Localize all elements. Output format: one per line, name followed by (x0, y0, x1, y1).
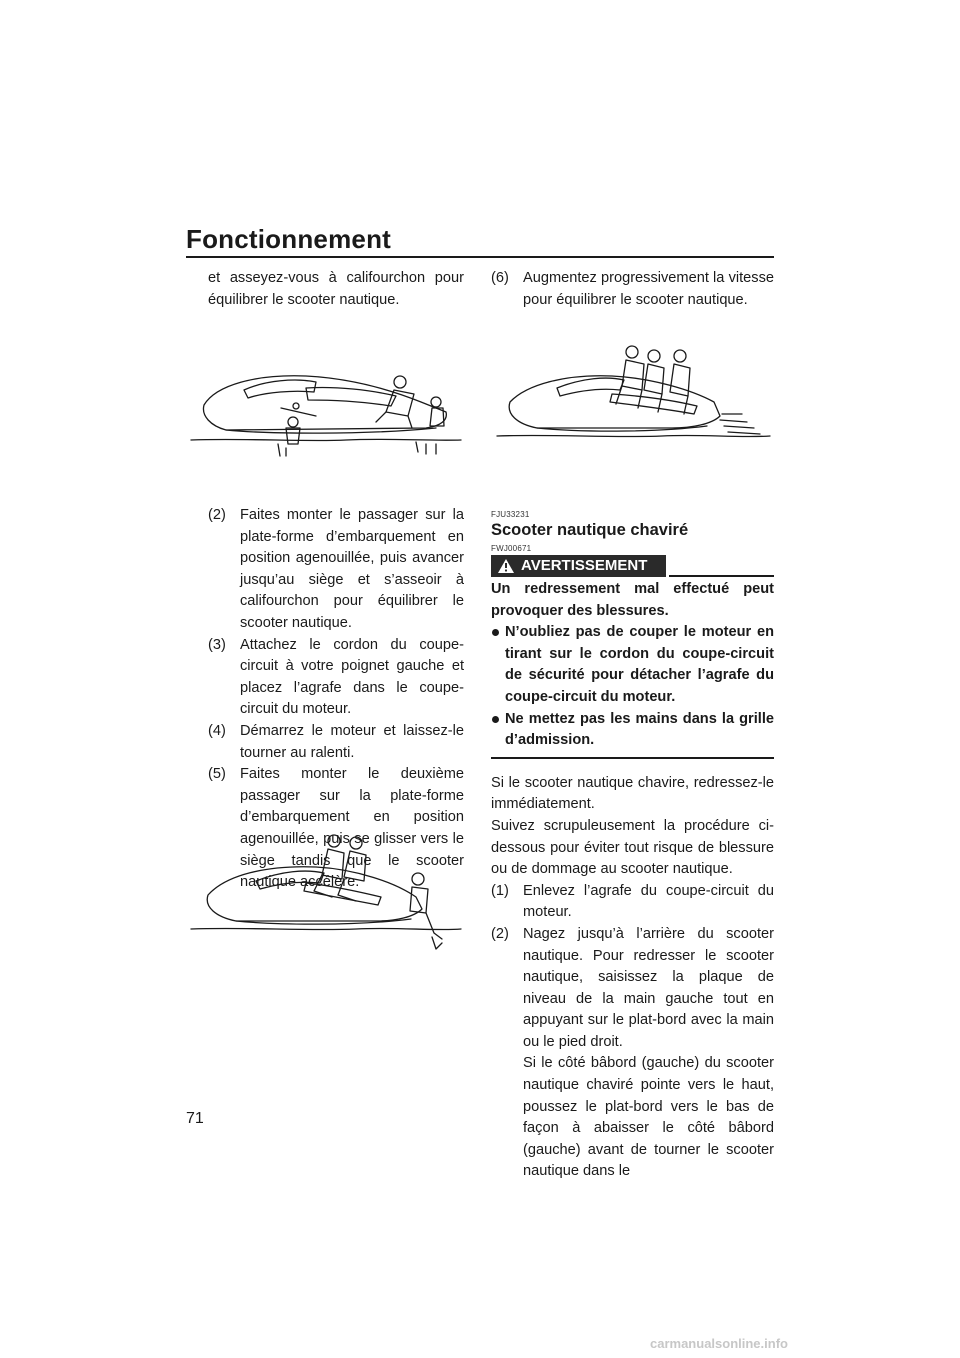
title-rule (186, 256, 774, 258)
bullet-icon (492, 629, 499, 636)
capsize-section (491, 510, 774, 1183)
bullet-icon (492, 716, 499, 723)
intro-line-2: équilibrer le scooter nautique. (208, 291, 400, 308)
section-title: Scooter nautique chaviré (491, 521, 689, 539)
paragraph: Si le scooter nautique chavire, redressez-le immédiatement. (491, 774, 774, 813)
warning-label: AVERTISSEMENT (521, 557, 648, 575)
warning-header (491, 555, 774, 577)
warning-end-rule (491, 757, 774, 759)
warning-code: FWJ00671 (491, 544, 532, 553)
watermark: carmanualsonline.info (650, 1336, 788, 1351)
boarding-illustration-2 (186, 825, 466, 960)
list-item: (4) Démarrez le moteur et laissez-le tourner au ralenti. (208, 722, 464, 761)
list-item: (3) Attachez le cordon du coupe-circuit à votre poignet gauche et placez l’agrafe dans le coupe-circuit du moteur. (208, 636, 464, 718)
riding-illustration (492, 340, 774, 465)
left-intro (208, 268, 464, 311)
list-item: (1) Enlevez l’agrafe du coupe-circuit du moteur. (491, 882, 774, 921)
section-code: FJU33231 (491, 510, 530, 519)
list-item-continuation: Si le côté bâbord (gauche) du scooter nautique chaviré pointe vers le haut, poussez le plat-bord vers le bas de façon à abaisser le côté bâbord (gauche) avant de tourner le scooter nautique dans le (523, 1055, 774, 1180)
paragraph: Suivez scrupuleusement la procédure ci-dessous pour éviter tout risque de blessure ou de dommage au scooter nautique. (491, 817, 774, 878)
warning-rule (669, 575, 774, 577)
boarding-illustration-1 (186, 360, 466, 465)
list-item: (2) Faites monter le passager sur la plate-forme d’embarquement en position agenouillée, puis avancer jusqu’au siège et s’asseoir à califourchon pour équilibrer le scooter nautique. (208, 507, 464, 631)
warning-bullet: N’oubliez pas de couper le moteur en tirant sur le cordon du coupe-circuit de sécurité pour détacher l’agrafe du coupe-circuit du moteur. (491, 622, 774, 708)
right-step6 (491, 268, 774, 311)
page-title: Fonctionnement (186, 224, 392, 254)
warning-badge (491, 555, 666, 577)
list-item: (5) Faites monter le deuxième passager sur la plate-forme d’embarquement en position agenouillée, puis se glisser vers le siège tandis que le scooter nautique accélère. (208, 766, 464, 891)
warning-bullet: Ne mettez pas les mains dans la grille d’admission. (491, 709, 774, 752)
warning-body (491, 577, 774, 752)
page-number: 71 (186, 1110, 204, 1127)
warning-triangle-icon (497, 558, 515, 574)
warning-intro: Un redressement mal effectué peut provoquer des blessures. (491, 581, 774, 619)
list-item: (2) Nagez jusqu’à l’arrière du scooter nautique. Pour redresser le scooter nautique, saisissez la plaque de niveau de la main gauche tout en appuyant sur le plat-bord avec la main ou le pied droit. (491, 925, 774, 1050)
list-item: (6) Augmentez progressivement la vitesse pour équilibrer le scooter nautique. (491, 270, 774, 308)
intro-line-1: et asseyez-vous à califourchon pour (208, 270, 464, 286)
